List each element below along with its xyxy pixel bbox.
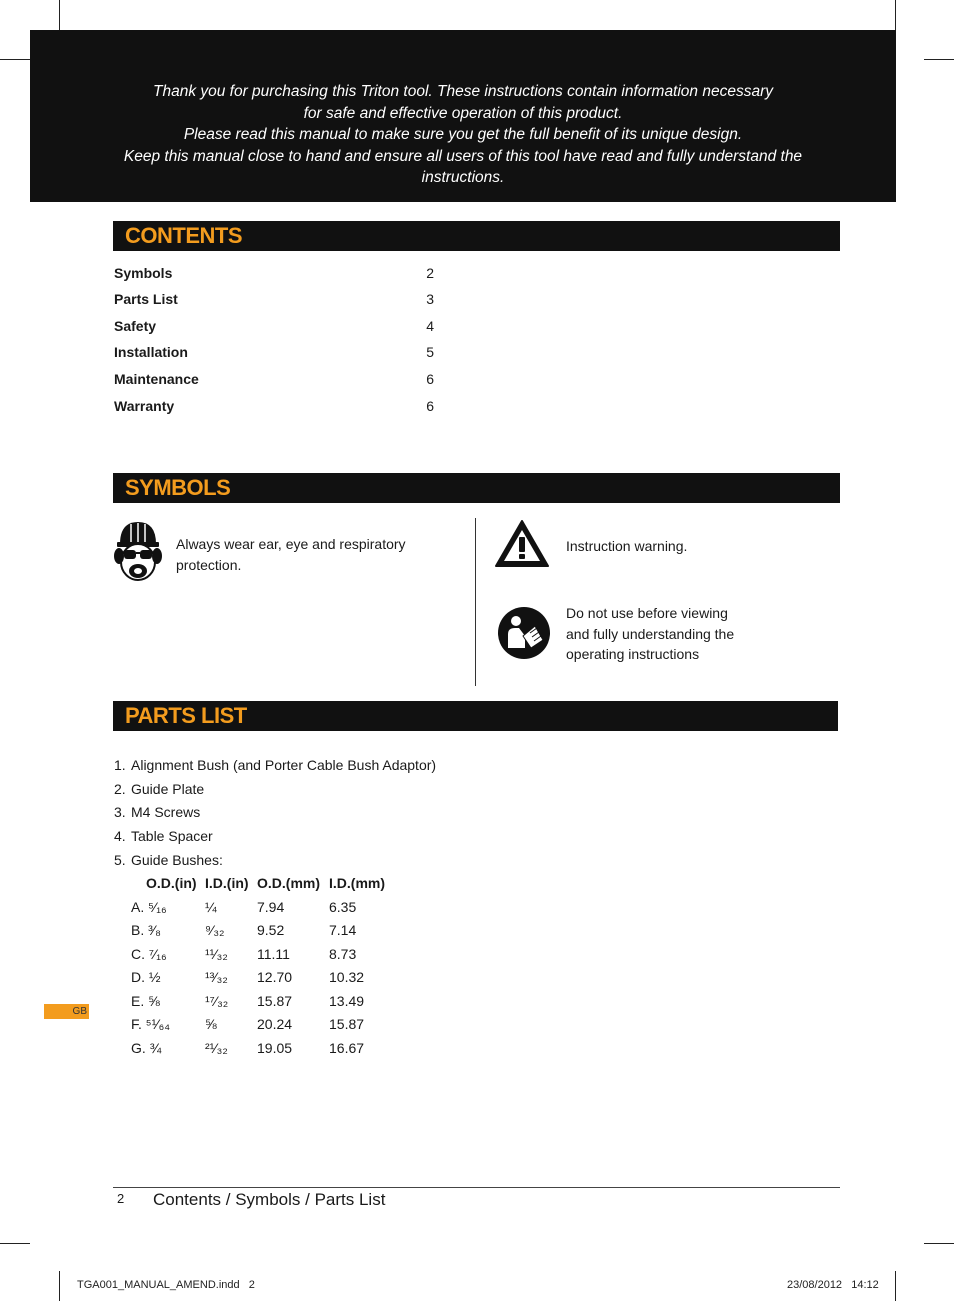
part-label: Guide Bushes: bbox=[131, 852, 223, 868]
bush-label: B. ³⁄₈ bbox=[131, 922, 161, 938]
bush-table-header: I.D.(in) bbox=[205, 875, 249, 891]
bush-id-in: ¹⁷⁄₃₂ bbox=[205, 993, 229, 1009]
parts-list-item bbox=[114, 757, 436, 777]
crop-mark bbox=[59, 1271, 60, 1301]
symbol-text-line: Instruction warning. bbox=[566, 538, 688, 554]
part-number: 4. bbox=[114, 828, 126, 844]
bush-label: E. ⅝ bbox=[131, 993, 160, 1009]
bush-id-mm: 13.49 bbox=[329, 993, 365, 1009]
toc-name: Installation bbox=[114, 344, 188, 360]
intro-line: Please read this manual to make sure you get the full benefit of its unique design. bbox=[183, 126, 743, 143]
bush-table-header: O.D.(in) bbox=[146, 875, 197, 891]
bush-id-mm: 16.67 bbox=[329, 1040, 365, 1056]
symbols-heading: SYMBOLS bbox=[125, 475, 231, 500]
toc-name: Safety bbox=[114, 318, 157, 334]
toc-name: Symbols bbox=[114, 265, 173, 281]
bush-label: A. ⁵⁄₁₆ bbox=[131, 899, 167, 915]
footer-title: Contents / Symbols / Parts List bbox=[153, 1190, 386, 1209]
bush-id-in: ⁹⁄₃₂ bbox=[205, 922, 225, 938]
part-label: Table Spacer bbox=[131, 828, 213, 844]
footer-rule bbox=[113, 1187, 840, 1188]
bush-id-in: ⅝ bbox=[205, 1016, 217, 1032]
bush-od-mm: 15.87 bbox=[257, 993, 293, 1009]
bush-label: F. ⁵¹⁄₆₄ bbox=[131, 1016, 170, 1032]
parts-list-heading: PARTS LIST bbox=[125, 703, 247, 728]
intro-line: Thank you for purchasing this Triton tool. These instructions contain information necessary bbox=[152, 83, 773, 100]
part-number: 1. bbox=[114, 757, 126, 773]
toc-row[interactable] bbox=[114, 398, 434, 418]
parts-list-item bbox=[114, 804, 200, 824]
toc-row[interactable] bbox=[114, 291, 434, 311]
parts-list-heading-bar bbox=[113, 701, 838, 731]
intro-banner bbox=[30, 30, 896, 202]
bush-id-in: ²¹⁄₃₂ bbox=[205, 1040, 228, 1056]
toc-page: 3 bbox=[426, 291, 434, 307]
part-number: 2. bbox=[114, 781, 126, 797]
toc-page: 6 bbox=[426, 371, 434, 387]
crop-mark bbox=[895, 1271, 896, 1301]
bush-id-in: ¹³⁄₃₂ bbox=[205, 969, 228, 985]
symbol-text-read-manual bbox=[566, 603, 734, 665]
bush-id-mm: 7.14 bbox=[329, 922, 357, 938]
parts-list-item bbox=[114, 852, 223, 872]
toc-row[interactable] bbox=[114, 265, 434, 285]
symbol-text-warning bbox=[566, 536, 687, 557]
bush-id-in: ¹¹⁄₃₂ bbox=[205, 946, 228, 962]
warning-triangle-icon bbox=[494, 519, 550, 569]
intro-line: Keep this manual close to hand and ensure all users of this tool have read and fully understand the bbox=[123, 147, 803, 165]
contents-heading-bar bbox=[113, 221, 840, 251]
toc-page: 2 bbox=[426, 265, 434, 281]
language-tab bbox=[44, 1004, 89, 1019]
bush-id-mm: 15.87 bbox=[329, 1016, 365, 1032]
bush-od-mm: 19.05 bbox=[257, 1040, 293, 1056]
bush-label: C. ⁷⁄₁₆ bbox=[131, 946, 167, 962]
crop-mark bbox=[895, 0, 896, 30]
toc-row[interactable] bbox=[114, 344, 434, 364]
page-number: 2 bbox=[117, 1191, 125, 1206]
symbols-divider bbox=[475, 518, 476, 686]
language-tab-label: GB bbox=[72, 1006, 87, 1017]
crop-mark bbox=[924, 59, 954, 60]
intro-line: for safe and effective operation of this product. bbox=[303, 104, 623, 122]
slug-file: TGA001_MANUAL_AMEND.indd 2 bbox=[77, 1279, 255, 1291]
crop-mark bbox=[0, 1243, 30, 1244]
bush-id-mm: 6.35 bbox=[329, 899, 357, 915]
bush-id-mm: 8.73 bbox=[329, 946, 357, 962]
bush-table-header: O.D.(mm) bbox=[257, 875, 320, 891]
part-number: 3. bbox=[114, 804, 126, 820]
toc-name: Parts List bbox=[114, 291, 178, 307]
symbol-text-line: protection. bbox=[176, 556, 242, 573]
bush-od-mm: 7.94 bbox=[257, 899, 285, 915]
toc-page: 4 bbox=[426, 318, 434, 334]
intro-line: instructions. bbox=[421, 169, 505, 186]
symbol-text-line: Do not use before viewing bbox=[566, 605, 728, 621]
bush-od-mm: 20.24 bbox=[257, 1016, 293, 1032]
toc-name: Maintenance bbox=[114, 371, 199, 387]
bush-od-mm: 11.11 bbox=[257, 946, 290, 962]
bush-label: G. ¾ bbox=[131, 1040, 162, 1056]
symbol-text-line: operating instructions bbox=[566, 646, 700, 662]
ppe-head-icon bbox=[113, 518, 163, 582]
bush-od-mm: 12.70 bbox=[257, 969, 293, 985]
symbols-heading-bar bbox=[113, 473, 840, 503]
toc-name: Warranty bbox=[114, 398, 175, 414]
part-label: M4 Screws bbox=[131, 804, 201, 820]
part-label: Alignment Bush (and Porter Cable Bush Adaptor) bbox=[131, 757, 437, 773]
read-manual-icon bbox=[497, 606, 551, 660]
parts-list-item bbox=[114, 828, 213, 848]
symbol-text-line: and fully understanding the bbox=[566, 625, 735, 642]
bush-id-mm: 10.32 bbox=[329, 969, 365, 985]
crop-mark bbox=[59, 0, 60, 30]
symbol-text-ppe bbox=[176, 534, 406, 575]
bush-id-in: ¼ bbox=[205, 899, 217, 915]
bush-label: D. ½ bbox=[131, 969, 161, 985]
toc-page: 5 bbox=[426, 344, 434, 360]
toc-row[interactable] bbox=[114, 318, 434, 338]
toc-row[interactable] bbox=[114, 371, 434, 391]
part-number: 5. bbox=[114, 852, 126, 868]
toc-page: 6 bbox=[426, 398, 434, 414]
parts-list-item bbox=[114, 781, 204, 801]
crop-mark bbox=[0, 59, 30, 60]
contents-heading: CONTENTS bbox=[125, 223, 242, 248]
crop-mark bbox=[924, 1243, 954, 1244]
bush-od-mm: 9.52 bbox=[257, 922, 285, 938]
symbol-text-line: Always wear ear, eye and respiratory bbox=[176, 536, 406, 552]
slug-date: 23/08/2012 14:12 bbox=[787, 1279, 879, 1291]
part-label: Guide Plate bbox=[131, 781, 205, 797]
bush-table-header: I.D.(mm) bbox=[329, 875, 385, 891]
intro-text bbox=[30, 81, 896, 189]
